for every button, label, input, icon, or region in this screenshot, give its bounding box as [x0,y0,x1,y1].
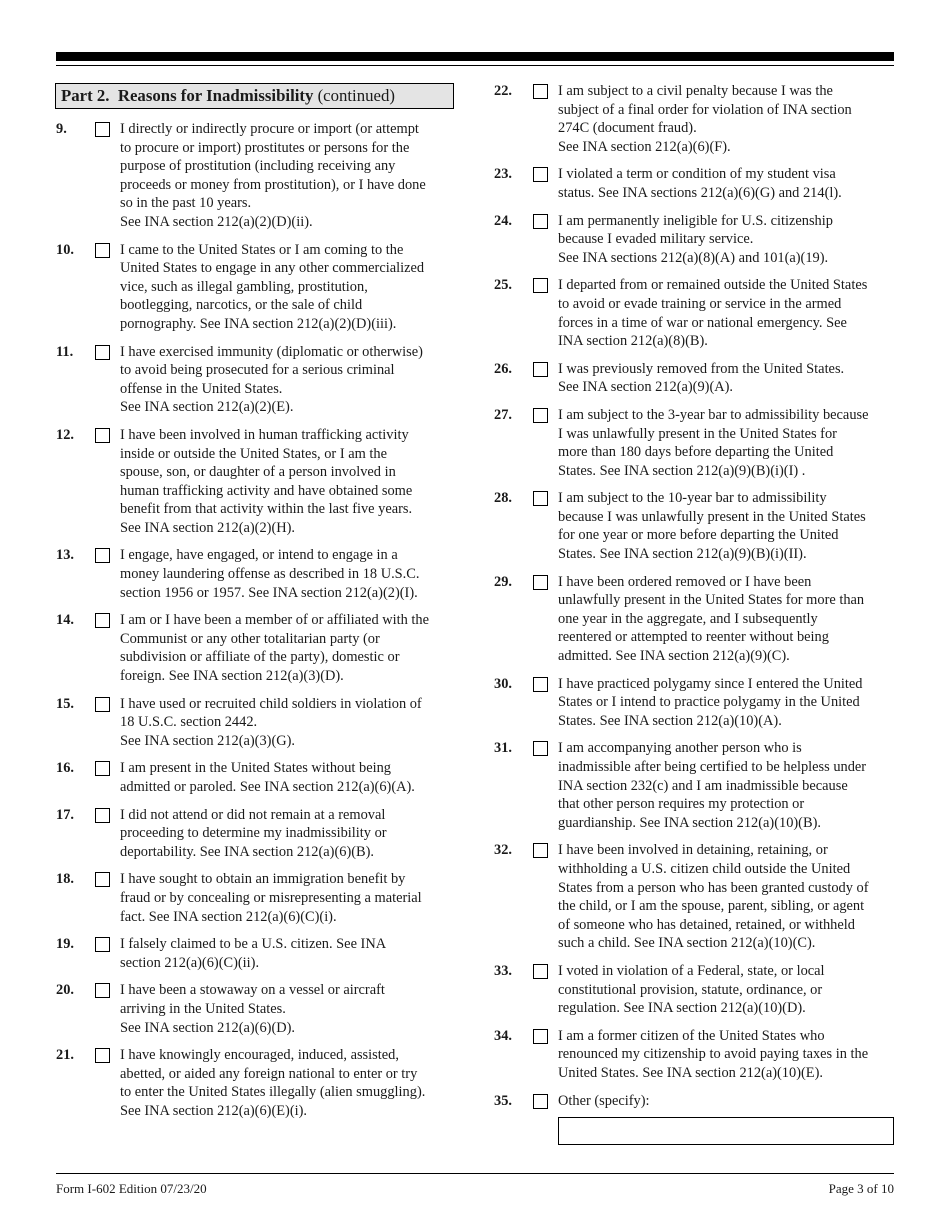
question-checkbox[interactable] [95,983,110,998]
question-text-line: I have been involved in detaining, retaining, or [558,842,828,859]
question-text-line: reentered or attempted to reenter without being [558,629,829,646]
question-text [558,962,896,1018]
question-text-line: I am subject to the 3-year bar to admissibility because [558,406,869,423]
question-text [558,1092,896,1111]
question-number: 28. [494,490,512,507]
question-text-line: See INA section 212(a)(3)(G). [120,732,296,749]
question-text-line: See INA section 212(a)(2)(H). [120,519,296,536]
question-number: 26. [494,360,512,377]
question-checkbox[interactable] [95,345,110,360]
question-text-line: subdivision or affiliate of the party), domestic or [120,649,400,666]
question-text [120,611,458,685]
question-text [120,935,458,972]
question-checkbox[interactable] [533,408,548,423]
question-text-line: I am accompanying another person who is [558,740,802,757]
part-continued: (continued) [317,86,395,105]
question-text-line: I have used or recruited child soldiers in violation of [120,695,422,712]
question-item [56,611,458,685]
question-text [558,489,896,563]
question-number: 11. [56,343,74,360]
other-specify-field[interactable] [558,1117,894,1145]
question-text-line: fraud or by concealing or misrepresenting a material [120,889,422,906]
question-number: 18. [56,871,74,888]
question-text [558,212,896,268]
question-item [56,546,458,602]
question-checkbox[interactable] [95,1048,110,1063]
question-text-line: abetted, or aided any foreign national to enter or try [120,1065,418,1082]
question-text-line: See INA sections 212(a)(8)(A) and 101(a)(19). [558,249,829,266]
question-text-line: section 212(a)(6)(C)(ii). [120,954,260,971]
question-text-line: benefit from that activity within the last five years. [120,501,413,518]
question-text [120,1046,458,1120]
question-text-line: I engage, have engaged, or intend to engage in a [120,547,398,564]
question-number: 22. [494,83,512,99]
question-text [120,759,458,796]
question-text-line: unlawfully present in the United States for more than [558,592,865,609]
question-text-line: 18 U.S.C. section 2442. [120,714,258,731]
question-text-line: I am subject to a civil penalty because I was the [558,83,833,99]
question-text-line: fact. See INA section 212(a)(6)(C)(i). [120,908,337,925]
question-text-line: I violated a term or condition of my student visa [558,166,836,183]
question-text-line: human trafficking activity and have obtained some [120,482,413,499]
question-number: 24. [494,212,512,229]
question-text-line: guardianship. See INA section 212(a)(10)(B). [558,814,821,831]
question-text-line: because I evaded military service. [558,231,754,248]
question-item [494,1027,896,1083]
question-item [56,935,458,972]
question-text-line: foreign. See INA section 212(a)(3)(D). [120,668,344,685]
question-text-line: to procure or import) prostitutes or persons for the [120,139,410,156]
question-checkbox[interactable] [95,243,110,258]
question-text [558,82,896,156]
question-text-line: States. See INA section 212(a)(9)(B)(i)(II). [558,546,807,563]
question-text-line: I have exercised immunity (diplomatic or otherwise) [120,343,423,360]
question-text-line: bootlegging, narcotics, or the sale of child [120,297,363,314]
section-header [55,83,454,109]
question-text [558,573,896,666]
top-rule-thin [56,65,894,66]
question-text-line: See INA section 212(a)(2)(E). [120,399,294,416]
question-checkbox[interactable] [533,1094,548,1109]
right-column [494,82,896,1110]
question-text-line: money laundering offense as described in 18 U.S.C. [120,566,420,583]
question-number: 19. [56,936,74,953]
page-number: Page 3 of 10 [828,1181,894,1196]
question-checkbox[interactable] [95,872,110,887]
question-number: 23. [494,166,512,183]
question-text-line: to avoid being prosecuted for a serious criminal [120,362,395,379]
question-text [120,546,458,602]
question-checkbox[interactable] [95,697,110,712]
left-column [56,120,458,1121]
question-text-line: renounced my citizenship to avoid paying taxes in the [558,1046,869,1063]
form-edition: Form I-602 Edition 07/23/20 [56,1181,207,1196]
question-text [120,120,458,232]
question-text-line: inside or outside the United States, or I am the [120,445,387,462]
question-item [494,212,896,268]
question-text-line: I came to the United States or I am coming to the [120,241,404,258]
question-text-line: See INA section 212(a)(6)(F). [558,138,731,155]
question-text-line: status. See INA sections 212(a)(6)(G) and 214(l). [558,184,842,201]
question-text-line: I am or I have been a member of or affiliated with the [120,612,430,629]
question-text [120,806,458,862]
question-text-line: deportability. See INA section 212(a)(6)(B). [120,843,375,860]
question-number: 35. [494,1092,512,1109]
question-item [56,241,458,334]
question-item [56,120,458,232]
question-item [56,695,458,751]
question-item [56,981,458,1037]
question-item [494,489,896,563]
question-text-line: inadmissible after being certified to be helpless under [558,759,867,775]
question-text [558,841,896,953]
question-text-line: See INA section 212(a)(9)(A). [558,379,734,396]
question-number: 14. [56,612,74,629]
question-text-line: to enter the United States illegally (alien smuggling). [120,1084,426,1101]
question-text [558,739,896,832]
question-item [56,870,458,926]
question-text-line: Communist or any other totalitarian party (or [120,630,380,647]
question-text-line: I did not attend or did not remain at a removal [120,806,386,823]
bottom-rule [56,1173,894,1174]
question-text-line: pornography. See INA section 212(a)(2)(D)(iii). [120,315,397,332]
question-item [56,426,458,538]
question-checkbox[interactable] [95,937,110,952]
question-item [56,806,458,862]
question-checkbox[interactable] [95,122,110,137]
question-number: 27. [494,406,512,423]
question-text-line: I directly or indirectly procure or import (or attempt [120,121,419,137]
question-text [120,981,458,1037]
question-text-line: I have been ordered removed or I have been [558,573,812,590]
question-text-line: so in the past 10 years. [120,195,252,212]
question-text [558,165,896,202]
question-text-line: I am subject to the 10-year bar to admissibility [558,490,827,507]
question-text-line: regulation. See INA section 212(a)(10)(D). [558,1000,806,1017]
question-text-line: constitutional provision, statute, ordinance, or [558,981,823,998]
question-text [558,406,896,480]
question-text-line: arriving in the United States. [120,1000,286,1017]
question-item [494,406,896,480]
question-checkbox[interactable] [533,362,548,377]
question-text-line: United States. See INA section 212(a)(10)(E). [558,1064,823,1081]
question-checkbox[interactable] [533,491,548,506]
question-number: 13. [56,547,74,564]
question-text-line: I have been involved in human trafficking activity [120,426,409,443]
question-text-line: I voted in violation of a Federal, state, or local [558,962,825,979]
question-item [494,82,896,156]
question-text-line: such a child. See INA section 212(a)(10)(C). [558,935,816,952]
question-text-line: I falsely claimed to be a U.S. citizen. See INA [120,936,387,953]
question-text-line: that other person requires my protection or [558,796,805,813]
top-rule-thick [56,52,894,61]
question-text-line: INA section 232(c) and I am inadmissible because [558,777,848,794]
question-text-line: See INA section 212(a)(6)(D). [120,1019,296,1036]
question-item [494,739,896,832]
question-text [558,675,896,731]
question-checkbox[interactable] [533,84,548,99]
question-number: 16. [56,760,74,777]
question-checkbox[interactable] [533,575,548,590]
question-text-line: INA section 212(a)(8)(B). [558,333,708,350]
question-checkbox[interactable] [95,808,110,823]
question-text-line: withholding a U.S. citizen child outside the United [558,860,851,877]
question-text-line: purpose of prostitution (including receiving any [120,158,396,175]
question-text-line: of someone who has detained, retained, or withheld [558,916,855,933]
question-text [558,276,896,350]
question-checkbox[interactable] [533,677,548,692]
question-text-line: I am present in the United States without being [120,760,391,777]
question-text [558,360,896,397]
question-checkbox[interactable] [95,761,110,776]
question-text-line: I was unlawfully present in the United States for [558,425,837,442]
question-number: 21. [56,1047,74,1064]
question-text-line: States. See INA section 212(a)(10)(A). [558,712,782,729]
question-checkbox[interactable] [95,428,110,443]
question-number: 12. [56,426,74,443]
question-text-line: admitted. See INA section 212(a)(9)(C). [558,648,790,665]
question-item [494,841,896,953]
question-checkbox[interactable] [533,214,548,229]
question-item [494,573,896,666]
question-text-line: to avoid or evade training or service in the armed [558,295,842,312]
question-text-line: 274C (document fraud). [558,120,697,137]
question-text-line: I am a former citizen of the United States who [558,1027,825,1044]
question-checkbox[interactable] [533,167,548,182]
question-text-line: more than 180 days before departing the United [558,444,834,461]
question-item [494,360,896,397]
question-number: 32. [494,842,512,859]
question-checkbox[interactable] [533,843,548,858]
question-checkbox[interactable] [533,1029,548,1044]
question-text [120,241,458,334]
question-text-line: I have been a stowaway on a vessel or aircraft [120,982,385,999]
question-text-line: admitted or paroled. See INA section 212(a)(6)(A). [120,779,415,795]
question-number: 17. [56,806,74,823]
question-item [494,675,896,731]
question-text-line: subject of a final order for violation of INA section [558,101,852,118]
question-text-line: proceeding to determine my inadmissibility or [120,825,387,842]
question-checkbox[interactable] [95,548,110,563]
question-text-line: section 1956 or 1957. See INA section 212(a)(2)(I). [120,584,418,601]
question-text-line: States from a person who has been granted custody of [558,879,869,896]
question-text-line: Other (specify): [558,1092,650,1109]
question-text [558,1027,896,1083]
question-number: 31. [494,740,512,757]
question-text [120,426,458,538]
question-text-line: forces in a time of war or national emergency. See [558,314,847,331]
question-item [56,759,458,796]
question-number: 20. [56,982,74,999]
question-text-line: I was previously removed from the United States. [558,360,845,377]
question-item [494,962,896,1018]
question-text-line: proceeds or money from prostitution), or I have done [120,176,426,193]
question-text-line: one year in the aggregate, and I subsequently [558,610,818,627]
question-text-line: the child, or I am the spouse, parent, sibling, or agent [558,898,865,915]
question-number: 25. [494,277,512,294]
question-checkbox[interactable] [95,613,110,628]
question-text-line: offense in the United States. [120,380,283,397]
question-text-line: I am permanently ineligible for U.S. citizenship [558,212,833,229]
question-number: 15. [56,695,74,712]
question-text [120,695,458,751]
question-checkbox[interactable] [533,741,548,756]
question-number: 34. [494,1027,512,1044]
question-text-line: United States to engage in any other commercialized [120,260,425,277]
question-text-line: States. See INA section 212(a)(9)(B)(i)(I) . [558,462,806,479]
question-item [56,1046,458,1120]
question-text-line: for one year or more before departing the United [558,527,839,544]
question-text-line: spouse, son, or daughter of a person involved in [120,464,396,481]
question-item [56,343,458,417]
question-number: 30. [494,675,512,692]
question-text-line: States or I intend to practice polygamy in the United [558,694,860,711]
question-text-line: See INA section 212(a)(2)(D)(ii). [120,213,313,230]
question-checkbox[interactable] [533,278,548,293]
question-checkbox[interactable] [533,964,548,979]
question-item [494,165,896,202]
question-text [120,343,458,417]
question-item [494,276,896,350]
question-number: 29. [494,573,512,590]
question-number: 33. [494,962,512,979]
question-number: 10. [56,241,74,258]
question-text-line: I departed from or remained outside the United States [558,277,868,294]
question-text-line: vice, such as illegal gambling, prostitution, [120,278,368,295]
question-text [120,870,458,926]
question-text-line: because I was unlawfully present in the United States [558,508,866,525]
question-text-line: See INA section 212(a)(6)(E)(i). [120,1102,308,1119]
part-label: Part 2. [61,86,110,105]
question-item [494,1092,896,1111]
question-text-line: I have sought to obtain an immigration benefit by [120,871,406,888]
part-title: Reasons for Inadmissibility [117,86,314,105]
question-text-line: I have knowingly encouraged, induced, assisted, [120,1047,399,1064]
question-text-line: I have practiced polygamy since I entered the United [558,675,863,692]
question-number: 9. [56,121,67,137]
